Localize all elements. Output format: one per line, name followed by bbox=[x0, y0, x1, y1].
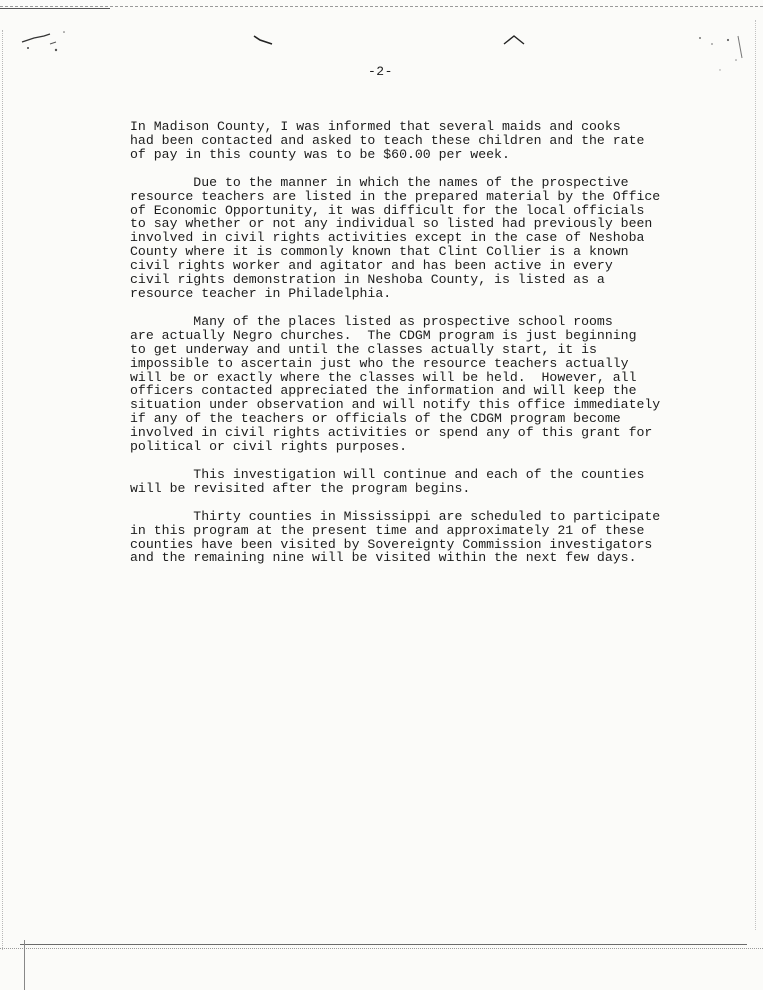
scan-caret-icon bbox=[502, 32, 532, 52]
bottom-scan-rule bbox=[20, 944, 747, 945]
paragraph-thirty-counties: Thirty counties in Mississippi are scheduled to participate in this program at the present time and approximately 21 of these counties have been visited by Sovereignty Commission investigators and the remaining nine will be visited within the next few days. bbox=[130, 508, 661, 566]
right-scan-edge bbox=[755, 20, 757, 930]
scan-mark-icon bbox=[250, 30, 280, 50]
paragraph-resource-teachers: Due to the manner in which the names of the prospective resource teachers are listed in the prepared material by the Office of Economic Opportunity, it was difficult for the local officials to say whether or not any individual so listed had previously been involved in civil rights activities except in the case of Neshoba County where it is commonly known that Clint Collier is a known civil rights worker and agitator and has been active in every civil rights demonstration in Neshoba County, is listed as a resource teacher in Philadelphia. bbox=[130, 174, 661, 301]
scan-noise-icon bbox=[690, 30, 750, 90]
paragraph-investigation: This investigation will continue and each of the counties will be revisited after the program begins. bbox=[130, 466, 645, 496]
page-number: -2- bbox=[368, 64, 393, 79]
left-scan-edge bbox=[2, 30, 4, 950]
bottom-left-scan-rule bbox=[24, 940, 25, 990]
paragraph-school-rooms: Many of the places listed as prospective school rooms are actually Negro churches. The CDGM program is just beginning to get underway and until the classes actually start, it is impossible to ascertain just who the resource teachers actually will be or exactly where the classes will be held. However, all officers contacted appreciated the information and will keep the situation under observation and will notify this office immediately if any of the teachers or officials of the CDGM program become involved in civil rights activities or spend any of this grant for political or civil rights purposes. bbox=[130, 313, 661, 455]
top-scan-rule-solid bbox=[0, 8, 110, 9]
scan-speckle-icon bbox=[20, 26, 80, 56]
body-text bbox=[130, 120, 710, 579]
paragraph-madison-county: In Madison County, I was informed that several maids and cooks had been contacted and asked to teach these children and the rate of pay in this county was to be $60.00 per week. bbox=[130, 119, 645, 162]
bottom-scan-rule-dotted bbox=[0, 948, 763, 950]
top-scan-rule bbox=[0, 6, 763, 8]
